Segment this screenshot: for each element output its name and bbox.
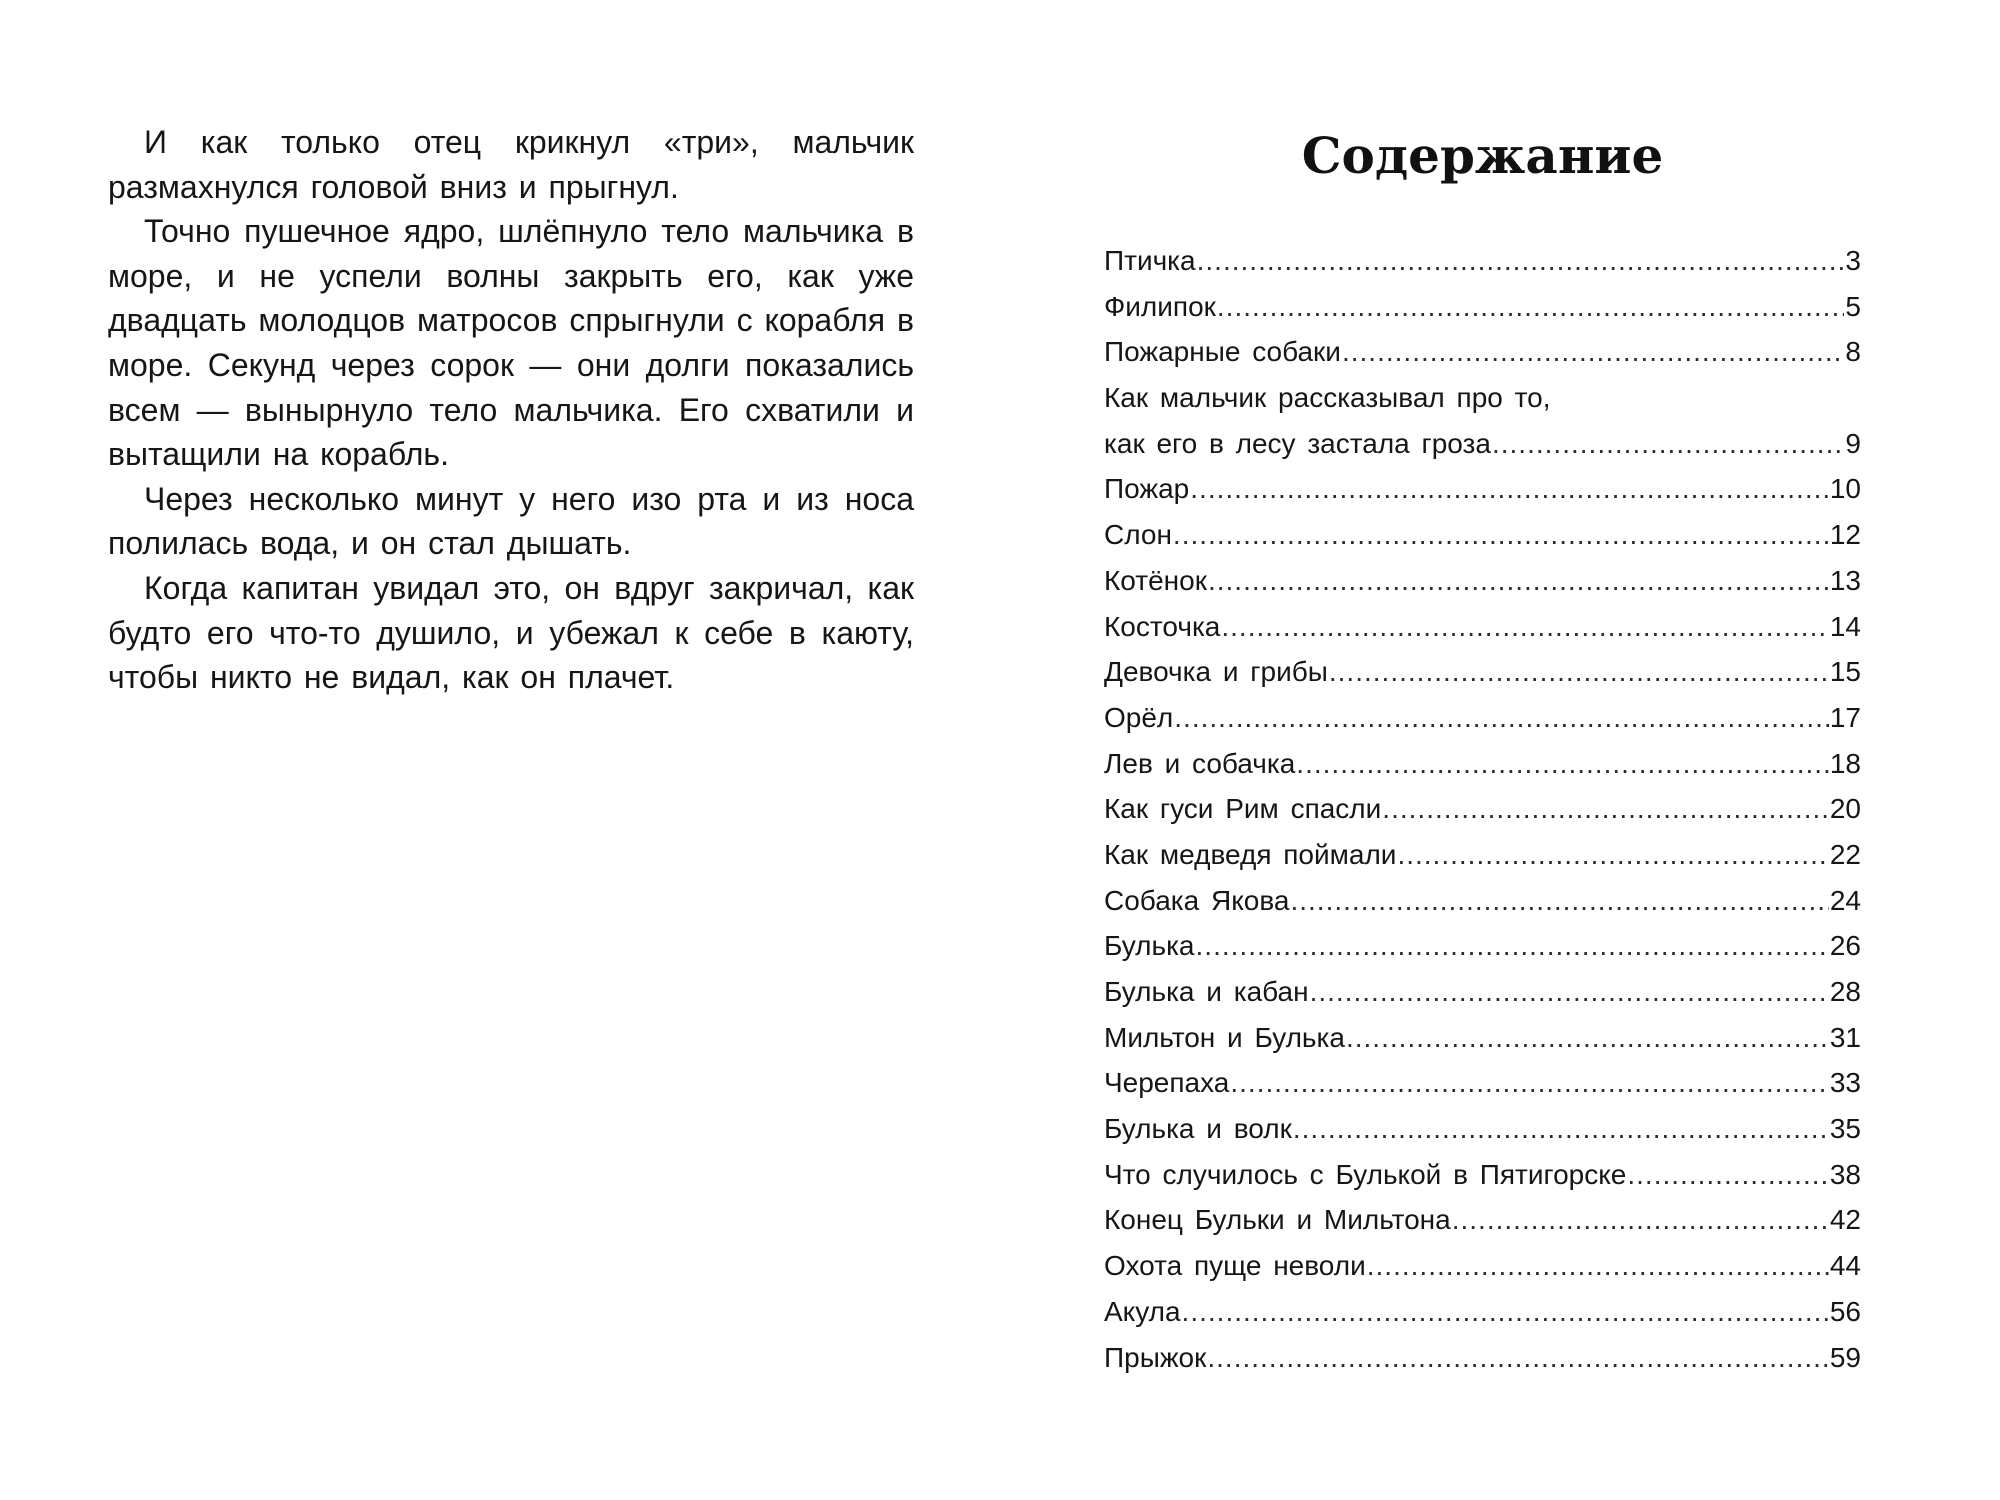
toc-entry-title: Булька и волк xyxy=(1104,1113,1292,1145)
toc-dot-leader xyxy=(1196,923,1829,969)
toc-dot-leader xyxy=(1382,786,1829,832)
toc-entry xyxy=(1104,1335,1861,1381)
toc-entry-page: 13 xyxy=(1829,564,1861,596)
toc-entry xyxy=(1104,604,1861,650)
toc-entry-title: Акула xyxy=(1104,1295,1181,1327)
toc-dot-leader xyxy=(1397,832,1828,878)
toc-dot-leader xyxy=(1293,1106,1829,1152)
toc-entry-title: Что случилось с Булькой в Пятигорске xyxy=(1104,1158,1627,1190)
toc-entry-title: Черепаха xyxy=(1104,1067,1230,1099)
toc-entry xyxy=(1104,1197,1861,1243)
toc-entry-page: 35 xyxy=(1829,1113,1861,1145)
story-paragraph: Когда капитан увидал это, он вдруг закричал, как будто его что-то душило, и убежал к себе в каюту, чтобы никто не видал, как он плачет. xyxy=(108,569,914,696)
toc-dot-leader xyxy=(1627,1152,1828,1198)
toc-dot-leader xyxy=(1452,1197,1829,1243)
toc-entry-title: Пожар xyxy=(1104,473,1190,505)
toc-entry xyxy=(1104,329,1861,375)
toc-entry-title: Девочка и грибы xyxy=(1104,656,1328,688)
toc-entry xyxy=(1104,1289,1861,1335)
toc-entry-page: 10 xyxy=(1829,473,1861,505)
toc-entry xyxy=(1104,832,1861,878)
toc-dot-leader xyxy=(1290,878,1828,924)
toc-entry xyxy=(1104,512,1861,558)
toc-entry-title: Пожарные собаки xyxy=(1104,336,1341,368)
toc-entry-title: Конец Бульки и Мильтона xyxy=(1104,1204,1451,1236)
toc-dot-leader xyxy=(1217,284,1845,330)
toc-entry-page: 24 xyxy=(1829,884,1861,916)
toc-entry-title: Филипок xyxy=(1104,290,1216,322)
toc-dot-leader xyxy=(1190,466,1829,512)
toc-entry-page: 5 xyxy=(1845,290,1861,322)
toc-entry-page: 18 xyxy=(1829,747,1861,779)
toc-dot-leader xyxy=(1173,512,1829,558)
toc-entry xyxy=(1104,558,1861,604)
toc-dot-leader xyxy=(1221,604,1828,650)
toc-entry-title: Охота пуще неволи xyxy=(1104,1250,1366,1282)
toc-entry xyxy=(1104,649,1861,695)
toc-dot-leader xyxy=(1197,238,1845,284)
toc-dot-leader xyxy=(1182,1289,1829,1335)
table-of-contents xyxy=(1104,118,1861,1373)
toc-entry-title: Лев и собачка xyxy=(1104,747,1296,779)
toc-heading: Содержание xyxy=(1301,126,1664,185)
toc-dot-leader xyxy=(1230,1060,1828,1106)
toc-entry-page: 14 xyxy=(1829,610,1861,642)
toc-entry-page: 15 xyxy=(1829,656,1861,688)
toc-entry-title: Собака Якова xyxy=(1104,884,1290,916)
toc-entry xyxy=(1104,1152,1861,1198)
toc-entry xyxy=(1104,238,1861,284)
toc-entry xyxy=(1104,878,1861,924)
toc-dot-leader xyxy=(1174,695,1829,741)
toc-dot-leader xyxy=(1346,1015,1829,1061)
toc-entry-title: Орёл xyxy=(1104,701,1174,733)
toc-dot-leader xyxy=(1329,649,1829,695)
toc-dot-leader xyxy=(1208,558,1829,604)
toc-dot-leader xyxy=(1367,1243,1829,1289)
toc-entry-page: 20 xyxy=(1829,793,1861,825)
toc-entry xyxy=(1104,1015,1861,1061)
toc-entry-page: 26 xyxy=(1829,930,1861,962)
toc-dot-leader xyxy=(1296,741,1829,787)
toc-entry xyxy=(1104,375,1861,421)
toc-entry-title: Мильтон и Булька xyxy=(1104,1021,1345,1053)
toc-entry-page: 44 xyxy=(1829,1250,1861,1282)
toc-entry xyxy=(1104,1243,1861,1289)
toc-entry-title: Булька и кабан xyxy=(1104,976,1309,1007)
toc-dot-leader xyxy=(1492,421,1844,467)
toc-entry-page: 31 xyxy=(1829,1021,1861,1053)
toc-entry-title: Булька xyxy=(1104,930,1195,962)
toc-entry-title: Как гуси Рим спасли xyxy=(1104,793,1382,825)
toc-entry xyxy=(1104,923,1861,969)
toc-list xyxy=(1104,238,1861,1380)
story-paragraph: Через несколько минут у него изо рта и из носа полилась вода, и он стал дышать. xyxy=(108,480,914,562)
left-page-text xyxy=(108,120,914,700)
toc-entry-page: 38 xyxy=(1829,1158,1861,1190)
toc-entry-page: 17 xyxy=(1829,701,1861,733)
toc-entry-page: 56 xyxy=(1829,1295,1861,1327)
toc-entry-title: как его в лесу застала гроза xyxy=(1104,427,1491,459)
toc-entry-page: 33 xyxy=(1829,1067,1861,1099)
toc-entry-page: 28 xyxy=(1829,976,1861,1007)
toc-entry xyxy=(1104,695,1861,741)
toc-entry-page: 42 xyxy=(1829,1204,1861,1236)
toc-dot-leader xyxy=(1342,329,1844,375)
toc-entry-title: Как медведя поймали xyxy=(1104,838,1397,870)
toc-dot-leader xyxy=(1310,969,1829,1015)
toc-entry xyxy=(1104,741,1861,787)
toc-entry xyxy=(1104,786,1861,832)
toc-entry-page: 8 xyxy=(1845,336,1861,368)
toc-entry xyxy=(1104,421,1861,467)
toc-entry-page: 3 xyxy=(1845,245,1861,276)
toc-entry-page: 59 xyxy=(1829,1341,1861,1373)
toc-entry xyxy=(1104,1106,1861,1152)
toc-entry-title: Птичка xyxy=(1104,245,1196,276)
toc-entry-page: 9 xyxy=(1845,427,1861,459)
toc-entry-title: Слон xyxy=(1104,519,1172,551)
story-paragraph: И как только отец крикнул «три», мальчик размахнулся головой вниз и прыгнул. xyxy=(108,124,914,205)
toc-entry-title: Котёнок xyxy=(1104,564,1207,596)
toc-entry xyxy=(1104,284,1861,330)
toc-entry-title: Прыжок xyxy=(1104,1341,1207,1373)
toc-entry-page: 12 xyxy=(1829,519,1861,551)
story-paragraph: Точно пушечное ядро, шлёпнуло тело мальчика в море, и не успели волны закрыть его, как уже двадцать молодцов матросов спрыгнули с корабля в море. Секунд через сорок — они долги показались всем — вынырнуло тело мальчика. Его схватили и вытащили на корабль. xyxy=(108,213,914,473)
toc-entry xyxy=(1104,466,1861,512)
toc-entry-title: Как мальчик рассказывал про то, xyxy=(1104,382,1551,414)
toc-entry-title: Косточка xyxy=(1104,610,1221,642)
toc-entry xyxy=(1104,1060,1861,1106)
toc-entry xyxy=(1104,969,1861,1015)
toc-dot-leader xyxy=(1207,1335,1828,1381)
toc-entry-page: 22 xyxy=(1829,838,1861,870)
